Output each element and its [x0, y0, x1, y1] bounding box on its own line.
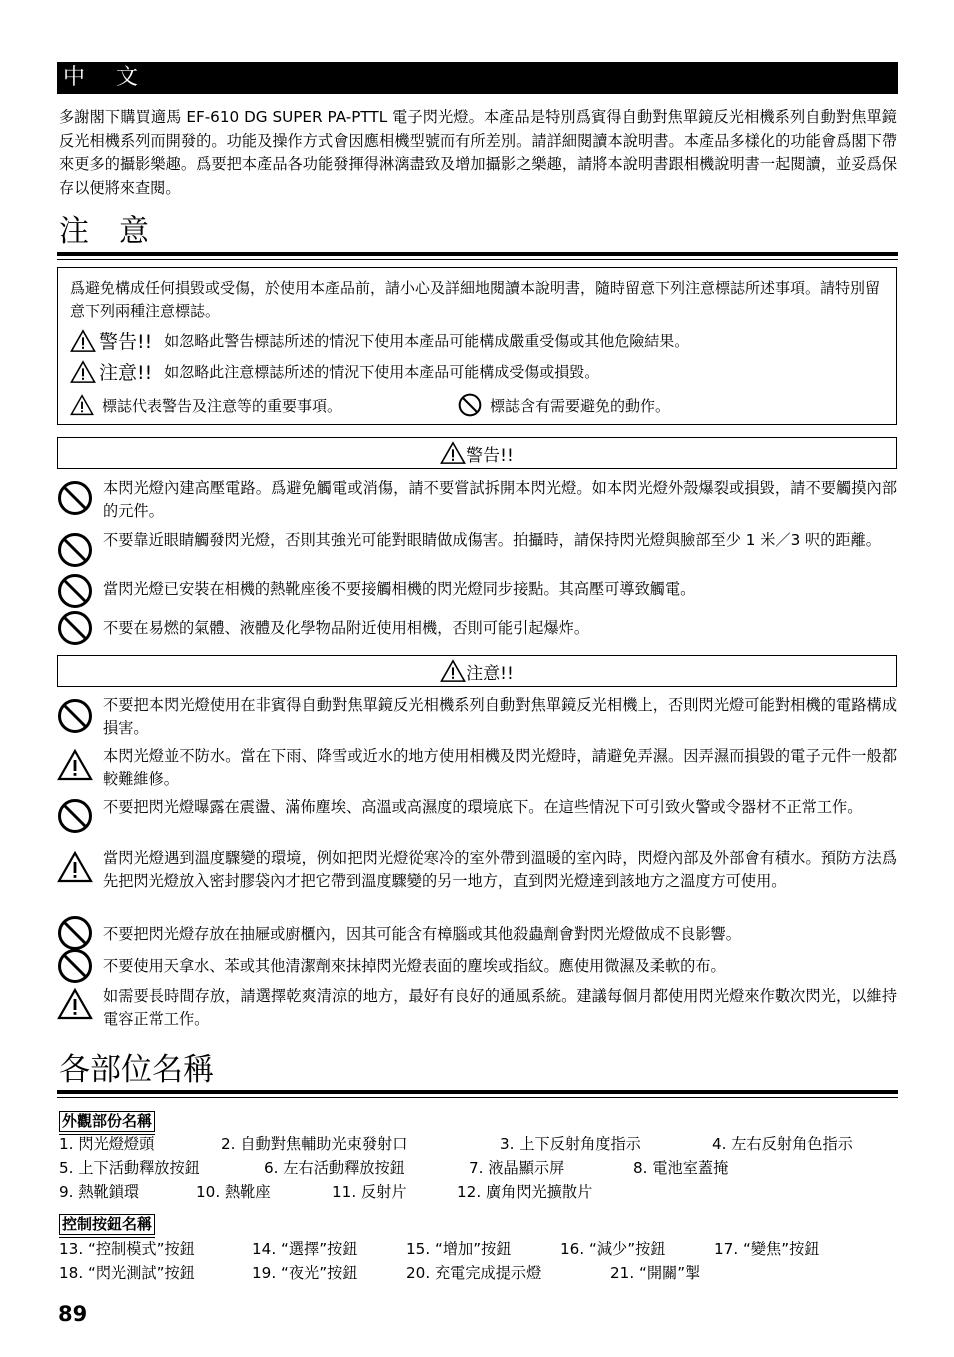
part-item: 9. 熱靴鎖環: [59, 1183, 140, 1201]
section-rule: [57, 1090, 898, 1094]
part-item: 5. 上下活動釋放按鈕: [59, 1159, 200, 1177]
control-parts-line: [59, 1262, 700, 1284]
section-rule-thin: [57, 1097, 898, 1098]
caution-item-text: 不要把閃光燈存放在抽屜或廚櫃內，因其可能含有樟腦或其他殺蟲劑會對閃光燈做成不良影響。: [103, 925, 741, 943]
warning-header-icon: [440, 440, 466, 466]
part-item: 18. “閃光測試”按鈕: [59, 1264, 195, 1282]
caution-description: 如忽略此注意標誌所述的情況下使用本產品可能構成受傷或損毀。: [164, 363, 600, 381]
language-header-bar: 中 文: [57, 62, 898, 94]
warning-label: 警告!!: [99, 331, 153, 353]
caution-triangle-icon: [70, 359, 96, 385]
part-item: 16. “減少”按鈕: [560, 1240, 666, 1258]
part-item: 2. 自動對焦輔助光束發射口: [221, 1135, 408, 1153]
caution-header-icon: [440, 658, 466, 684]
caution-item-text: 不要使用天拿水、苯或其他清潔劑來抹掉閃光燈表面的塵埃或指紋。應使用微濕及柔軟的布。: [103, 957, 726, 975]
caution-definition-row: [70, 358, 884, 385]
part-item: 10. 熱靴座: [196, 1183, 271, 1201]
caution-section-title: 注 意: [59, 214, 149, 249]
part-item: 19. “夜光”按鈕: [252, 1264, 358, 1282]
prohibit-icon: [57, 480, 93, 516]
caution-item-text: 本閃光燈並不防水。當在下雨、降雪或近水的地方使用相機及閃光燈時，請避免弄濕。因弄濕而損毀的電子元件一般都較難維修。: [103, 747, 897, 788]
legend-triangle-icon: [70, 393, 94, 417]
warning-triangle-icon: [57, 747, 93, 783]
section-rule-thin: [57, 259, 898, 260]
prohibit-icon: [57, 532, 93, 568]
prohibit-icon: [57, 610, 93, 646]
legend-prohibit-icon: [458, 393, 482, 417]
part-item: 12. 廣角閃光擴散片: [457, 1183, 593, 1201]
part-item: 3. 上下反射角度指示: [500, 1135, 641, 1153]
exterior-parts-line: [59, 1133, 853, 1155]
exterior-parts-line: [59, 1157, 728, 1179]
prohibit-icon: [57, 915, 93, 951]
control-buttons-label: 控制按鈕名稱: [59, 1214, 155, 1235]
caution-item-text: 不要把閃光燈曝露在震盪、滿佈塵埃、高溫或高濕度的環境底下。在這些情況下可引致火警或令器材不正常工作。: [103, 798, 863, 816]
part-item: 4. 左右反射角色指示: [712, 1135, 853, 1153]
warning-box-title: 警告!!: [466, 445, 514, 466]
part-item: 11. 反射片: [332, 1183, 407, 1201]
warning-triangle-icon: [57, 849, 93, 885]
warning-item-text: 不要靠近眼睛觸發閃光燈，否則其強光可能對眼睛做成傷害。拍攝時，請保持閃光燈與臉部至少 1 米／3 呎的距離。: [103, 531, 881, 549]
part-item: 17. “變焦”按鈕: [714, 1240, 820, 1258]
caution-box-header: [57, 655, 897, 687]
warning-item-text: 當閃光燈已安裝在相機的熱靴座後不要接觸相機的閃光燈同步接點。其高壓可導致觸電。: [103, 580, 696, 598]
notice-intro-text: 爲避免構成任何損毀或受傷，於使用本產品前，請小心及詳細地閱讀本說明書，隨時留意下列注意標誌所述事項。請特別留意下列兩種注意標誌。: [70, 279, 881, 320]
warning-triangle-icon: [57, 986, 93, 1022]
part-item: 13. “控制模式”按鈕: [59, 1240, 195, 1258]
prohibit-icon: [57, 573, 93, 609]
section-rule: [57, 252, 898, 256]
warning-triangle-icon: [70, 328, 96, 354]
control-parts-line: [59, 1238, 819, 1260]
caution-item-text: 當閃光燈遇到溫度驟變的環境，例如把閃光燈從寒冷的室外帶到溫暖的室內時，閃燈內部及外部會有積水。預防方法爲先把閃光燈放入密封膠袋內才把它帶到溫度驟變的另一地方，直到閃光燈達到該地方之溫度方可使用。: [103, 849, 897, 890]
caution-box-title: 注意!!: [466, 663, 514, 684]
part-item: 21. “開關”掣: [610, 1264, 701, 1282]
legend-prohibit-text: 標誌含有需要避免的動作。: [490, 396, 671, 415]
notice-box: [57, 267, 897, 425]
part-item: 8. 電池室蓋掩: [633, 1159, 729, 1177]
warning-item-text: 本閃光燈內建高壓電路。爲避免觸電或消傷，請不要嘗試拆開本閃光燈。如本閃光燈外殼爆裂或損毀，請不要觸摸內部的元件。: [103, 479, 897, 520]
part-item: 1. 閃光燈燈頭: [59, 1135, 155, 1153]
warning-definition-row: [70, 327, 884, 354]
warning-box-header: [57, 437, 897, 469]
page-number: 89: [58, 1302, 88, 1326]
part-item: 6. 左右活動釋放按鈕: [264, 1159, 405, 1177]
legend-triangle-text: 標誌代表警告及注意等的重要事項。: [102, 396, 343, 415]
exterior-parts-label: 外觀部份名稱: [59, 1111, 155, 1132]
intro-paragraph: 多謝閣下購買適馬 EF-610 DG SUPER PA-PTTL 電子閃光燈。本產品是特別爲賓得自動對焦單鏡反光相機系列自動對焦單鏡反光相機系列而開發的。功能及操作方式會因應相機型號而有所差別。請詳細閱讀本說明書。本產品多樣化的功能會爲閣下帶來更多的攝影樂趣。爲要把本產品各功能發揮得淋漓盡致及增加攝影之樂趣，請將本說明書跟相機說明書一起閱讀，並妥爲保存以便將來查閱。: [59, 108, 897, 197]
part-item: 20. 充電完成提示燈: [406, 1264, 542, 1282]
caution-label: 注意!!: [99, 362, 153, 384]
prohibit-icon: [57, 698, 93, 734]
caution-item-text: 如需要長時間存放，請選擇乾爽清涼的地方，最好有良好的通風系統。建議每個月都使用閃光燈來作數次閃光，以維持電容正常工作。: [103, 987, 897, 1028]
warning-item-text: 不要在易燃的氣體、液體及化學物品附近使用相機，否則可能引起爆炸。: [103, 619, 589, 637]
caution-item-text: 不要把本閃光燈使用在非賓得自動對焦單鏡反光相機系列自動對焦單鏡反光相機上，否則閃光燈可能對相機的電路構成損害。: [103, 696, 897, 737]
prohibit-icon: [57, 798, 93, 834]
prohibit-icon: [57, 948, 93, 984]
part-item: 7. 液晶顯示屏: [469, 1159, 565, 1177]
part-item: 14. “選擇”按鈕: [252, 1240, 358, 1258]
exterior-parts-line: [59, 1181, 592, 1203]
legend-row: [70, 393, 884, 417]
parts-section-title: 各部位名稱: [59, 1052, 214, 1088]
part-item: 15. “增加”按鈕: [406, 1240, 512, 1258]
warning-description: 如忽略此警告標誌所述的情況下使用本產品可能構成嚴重受傷或其他危險結果。: [164, 332, 690, 350]
